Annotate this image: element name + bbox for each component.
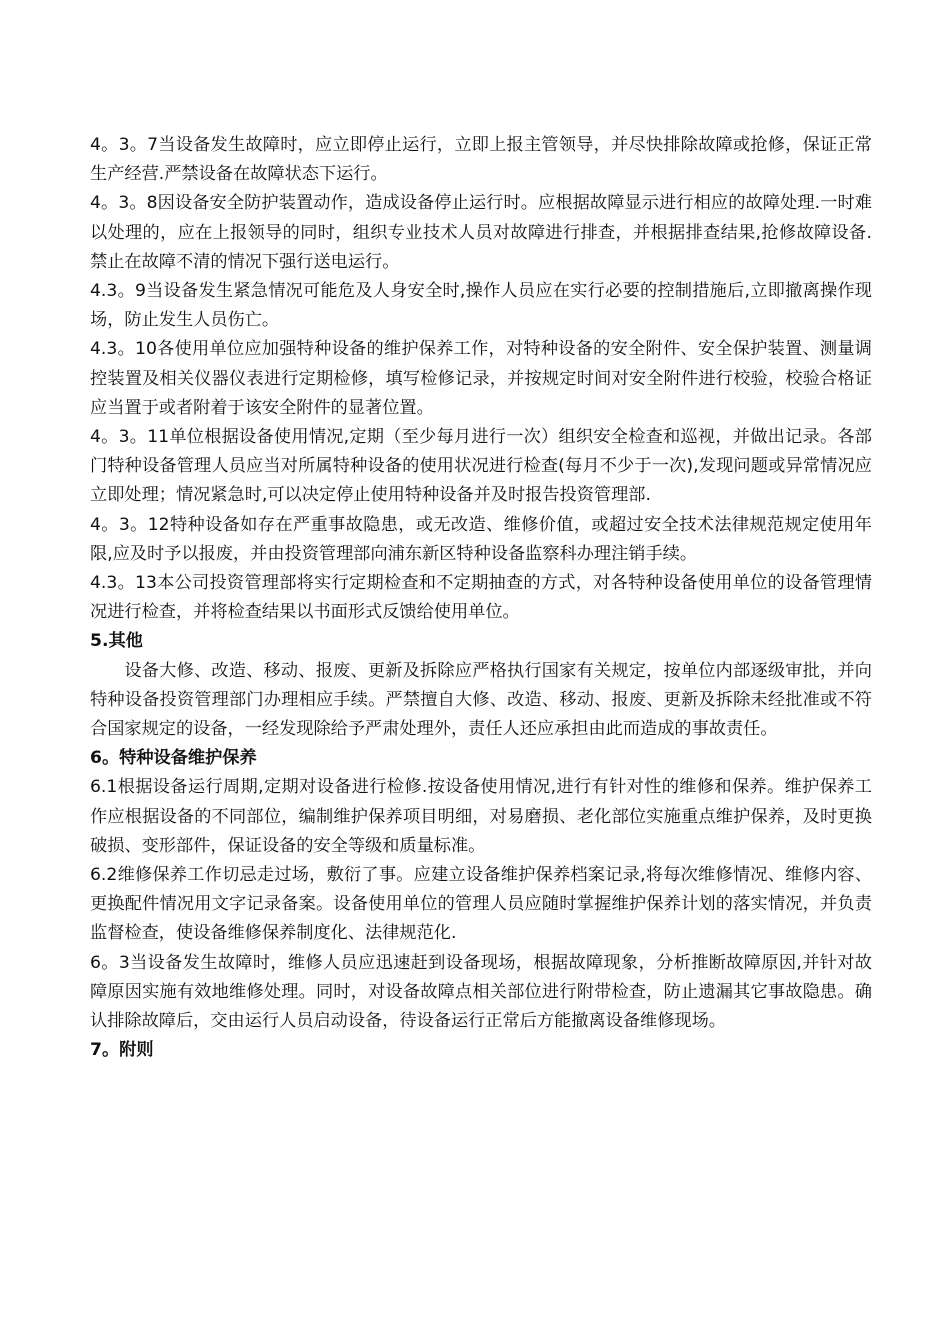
section-heading-5: 5.其他	[90, 631, 143, 652]
clause-4-3-8: 4。3。8因设备安全防护装置动作，造成设备停止运行时。应根据故障显示进行相应的故障处理.一时难以处理的，应在上报领导的同时，组织专业技术人员对故障进行排查，并根据排查结果,抢修故障设备.禁止在故障不清的情况下强行送电运行。	[90, 193, 872, 272]
section-5-body: 设备大修、改造、移动、报废、更新及拆除应严格执行国家有关规定，按单位内部逐级审批，并向特种设备投资管理部门办理相应手续。严禁擅自大修、改造、移动、报废、更新及拆除未经批准或不符合国家规定的设备，一经发现除给予严肃处理外，责任人还应承担由此而造成的事故责任。	[90, 660, 872, 740]
document-page	[90, 131, 872, 1066]
clause-4-3-7: 4。3。7当设备发生故障时，应立即停止运行，立即上报主管领导，并尽快排除故障或抢修，保证正常生产经营.严禁设备在故障状态下运行。	[90, 135, 872, 185]
section-heading-6: 6。特种设备维护保养	[90, 748, 257, 769]
clause-4-3-12: 4。3。12特种设备如存在严重事故隐患，或无改造、维修价值，或超过安全技术法律规范规定使用年限,应及时予以报废，并由投资管理部向浦东新区特种设备监察科办理注销手续。	[90, 514, 872, 564]
clause-4-3-10: 4.3。10各使用单位应加强特种设备的维护保养工作，对特种设备的安全附件、安全保护装置、测量调控装置及相关仪器仪表进行定期检修，填写检修记录，并按规定时间对安全附件进行校验，校验合格证应当置于或者附着于该安全附件的显著位置。	[90, 339, 872, 418]
clause-4-3-13: 4.3。13本公司投资管理部将实行定期检查和不定期抽查的方式，对各特种设备使用单位的设备管理情况进行检查，并将检查结果以书面形式反馈给使用单位。	[90, 573, 872, 623]
clause-6-2: 6.2维修保养工作切忌走过场，敷衍了事。应建立设备维护保养档案记录,将每次维修情况、维修内容、更换配件情况用文字记录备案。设备使用单位的管理人员应随时掌握维护保养计划的落实情况，并负责监督检查，使设备维修保养制度化、法律规范化.	[90, 865, 872, 944]
section-heading-7: 7。附则	[90, 1040, 154, 1061]
clause-4-3-9: 4.3。9当设备发生紧急情况可能危及人身安全时,操作人员应在实行必要的控制措施后,立即撤离操作现场，防止发生人员伤亡。	[90, 281, 872, 331]
clause-6-3: 6。3当设备发生故障时，维修人员应迅速赶到设备现场，根据故障现象，分析推断故障原因,并针对故障原因实施有效地维修处理。同时，对设备故障点相关部位进行附带检查，防止遗漏其它事故隐患。确认排除故障后，交由运行人员启动设备，待设备运行正常后方能撤离设备维修现场。	[90, 952, 872, 1032]
clause-4-3-11: 4。3。11单位根据设备使用情况,定期（至少每月进行一次）组织安全检查和巡视，并做出记录。各部门特种设备管理人员应当对所属特种设备的使用状况进行检查(每月不少于一次),发现问题或异常情况应立即处理；情况紧急时,可以决定停止使用特种设备并及时报告投资管理部.	[90, 427, 872, 506]
clause-6-1: 6.1根据设备运行周期,定期对设备进行检修.按设备使用情况,进行有针对性的维修和保养。维护保养工作应根据设备的不同部位，编制维护保养项目明细，对易磨损、老化部位实施重点维护保养，及时更换破损、变形部件，保证设备的安全等级和质量标准。	[90, 777, 872, 856]
